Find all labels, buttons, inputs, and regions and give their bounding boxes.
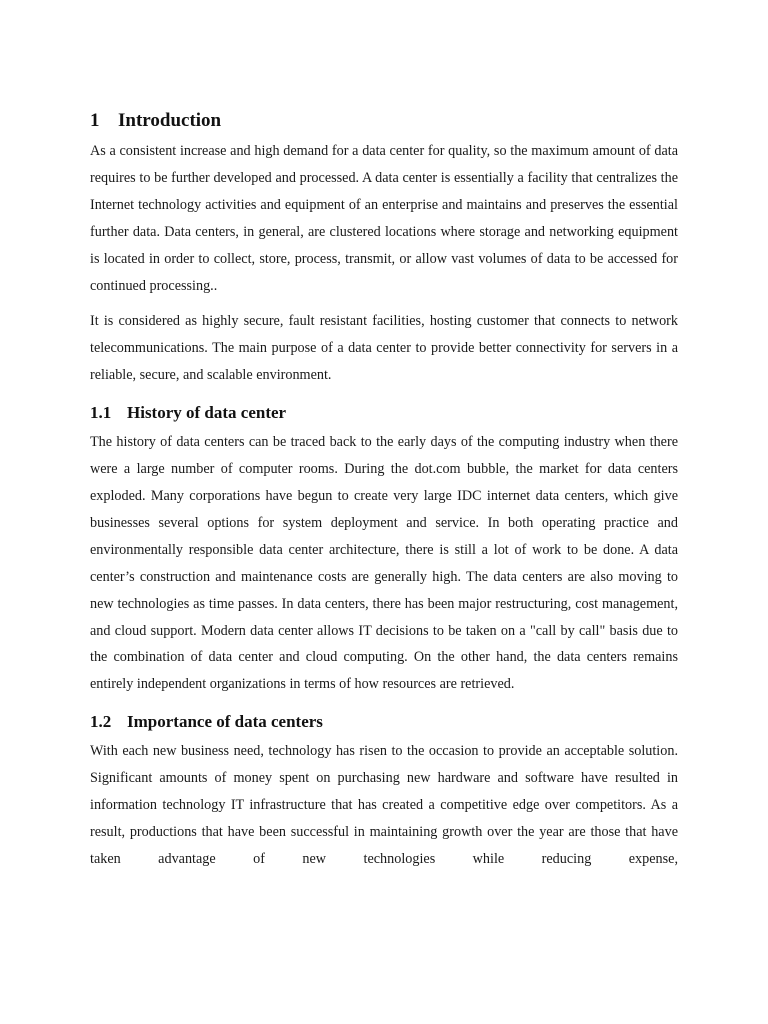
document-page (90, 106, 678, 882)
paragraph: With each new business need, technology has risen to the occasion to provide an acceptable solution. Significant amounts of money spent on purchasing new hardware and software have resulted in information technology IT infrastructure that has created a competitive edge over competitors. As a result, productions that have been successful in maintaining growth over the year are those that have taken advantage of new technologies while reducing expense, (90, 743, 678, 867)
paragraph: The history of data centers can be traced back to the early days of the computing industry when there were a large number of computer rooms. During the dot.com bubble, the market for data centers exploded. Many corporations have begun to create very large IDC internet data centers, which give businesses several options for system deployment and service. In both operating practice and environmentally responsible data center architecture, there is still a lot of work to be done. A data center’s construction and maintenance costs are generally high. The data centers are also moving to new technologies as time passes. In data centers, there has been major restructuring, cost management, and cloud support. Modern data center allows IT decisions to be taken on a "call by call" basis due to the combination of data center and cloud computing. On the other hand, the data centers remains entirely independent organizations in terms of how resources are retrieved. (90, 434, 678, 693)
section-heading-history (90, 399, 678, 427)
paragraph: It is considered as highly secure, fault resistant facilities, hosting customer that connects to network telecommunications. The main purpose of a data center to provide better connectivity for servers in a reliable, secure, and scalable environment. (90, 313, 678, 384)
section-number: 1 (90, 110, 100, 131)
section-number: 1.2 (90, 712, 112, 732)
section-title: Importance of data centers (127, 712, 323, 732)
section-number: 1.1 (90, 403, 112, 423)
section-heading-importance (90, 708, 678, 736)
section-title: History of data center (127, 403, 287, 423)
section-heading-introduction (90, 106, 678, 136)
section-title: Introduction (118, 110, 222, 131)
paragraph: As a consistent increase and high demand for a data center for quality, so the maximum amount of data requires to be further developed and processed. A data center is essentially a facility that centralizes the Internet technology activities and equipment of an enterprise and maintains and preserves the essential further data. Data centers, in general, are clustered locations where storage and networking equipment is located in order to collect, store, process, transmit, or allow vast volumes of data to be accessed for continued processing.. (90, 143, 678, 294)
